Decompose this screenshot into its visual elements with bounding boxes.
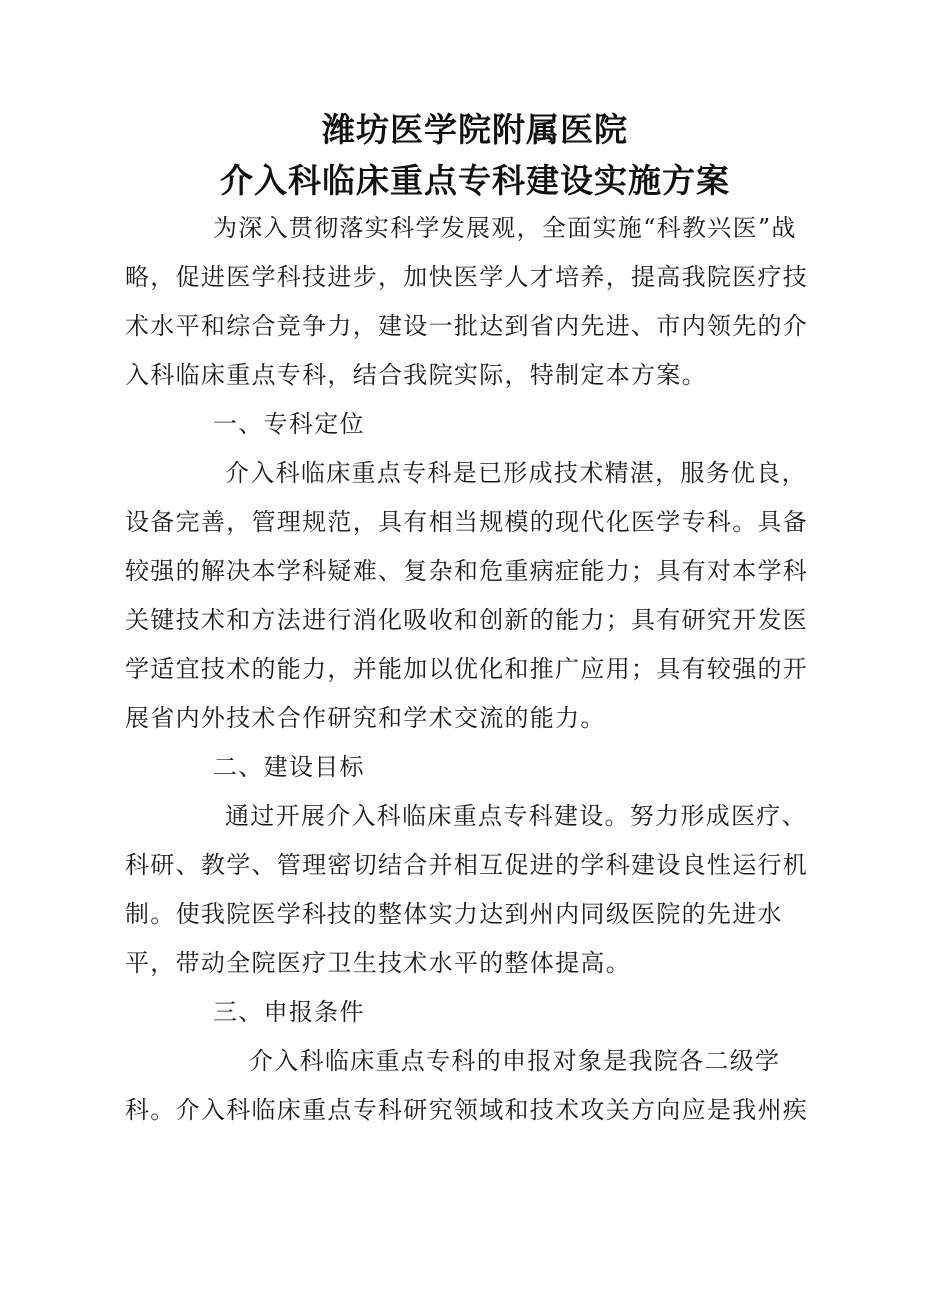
section3-heading: 三、申报条件 bbox=[213, 998, 365, 1026]
section1-paragraph: 介入科临床重点专科是已形成技术精湛，服务优良，设备完善，管理规范，具有相当规模的现代化医学专科。具备较强的解决本学科疑难、复杂和危重病症能力；具有对本学科关键技术和方法进行消化吸收和创新的能力；具有研究开发医学适宜技术的能力，并能加以优化和推广应用；具有较强的开展省内外技术合作研究和学术交流的能力。 bbox=[125, 459, 809, 732]
document-body bbox=[125, 204, 825, 1135]
section2-paragraph: 通过开展介入科临床重点专科建设。努力形成医疗、科研、教学、管理密切结合并相互促进的学科建设良性运行机制。使我院医学科技的整体实力达到州内同级医院的先进水平，带动全院医疗卫生技术水平的整体提高。 bbox=[125, 802, 809, 977]
section3-paragraph: 介入科临床重点专科的申报对象是我院各二级学科。介入科临床重点专科研究领域和技术攻关方向应是我州疾 bbox=[125, 1047, 809, 1124]
document-title-line2: 介入科临床重点专科建设实施方案 bbox=[220, 161, 730, 200]
intro-paragraph: 为深入贯彻落实科学发展观，全面实施“科教兴医”战略，促进医学科技进步，加快医学人才培养，提高我院医疗技术水平和综合竞争力，建设一批达到省内先进、市内领先的介入科临床重点专科，结合我院实际，特制定本方案。 bbox=[125, 214, 809, 389]
section1-heading: 一、专科定位 bbox=[213, 410, 365, 438]
section2-heading: 二、建设目标 bbox=[213, 753, 365, 781]
document-title-line1: 潍坊医学院附属医院 bbox=[322, 110, 628, 149]
